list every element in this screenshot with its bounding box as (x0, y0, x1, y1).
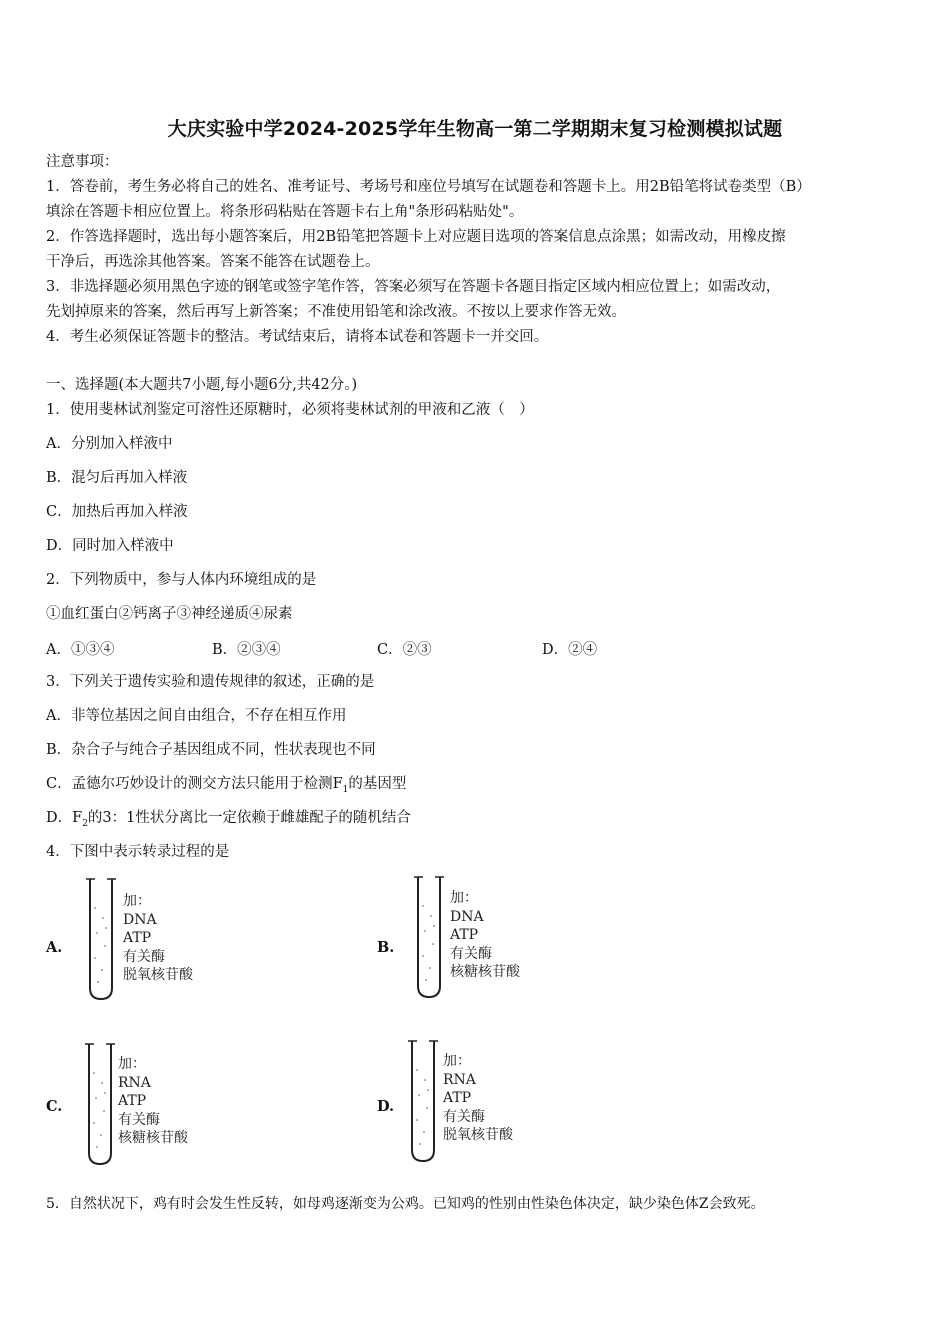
q2-option-c: C．②③ (377, 642, 432, 658)
q4-option-c-reagents: 加： RNA ATP 有关酶 核糖核苷酸 (118, 1056, 188, 1146)
notice-line-2: 填涂在答题卡相应位置上。将条形码粘贴在答题卡右上角"条形码粘贴处"。 (46, 204, 524, 220)
notice-line-5: 3．非选择题必须用黑色字迹的钢笔或签字笔作答，答案必须写在答题卡各题目指定区域内相应位置上；如需改动， (46, 279, 781, 295)
q2-option-b: B．②③④ (212, 642, 281, 658)
q1-option-d: D．同时加入样液中 (46, 538, 174, 554)
notice-line-6: 先划掉原来的答案，然后再写上新答案；不准使用铅笔和涂改液。不按以上要求作答无效。 (46, 304, 626, 320)
q4-option-b-reagents: 加： DNA ATP 有关酶 核糖核苷酸 (450, 890, 520, 980)
q4-option-c-test-tube (85, 1043, 115, 1167)
q4-option-a-label: A. (46, 939, 63, 956)
q4-option-b-test-tube (414, 876, 444, 1000)
q4-option-d-reagents: 加： RNA ATP 有关酶 脱氧核苷酸 (443, 1053, 513, 1143)
notice-line-3: 2．作答选择题时，选出每小题答案后，用2B铅笔把答题卡上对应题目选项的答案信息点涂黑；如需改动，用橡皮擦 (46, 229, 786, 245)
q4-option-b-label: B. (377, 939, 395, 956)
notice-line-4: 干净后，再选涂其他答案。答案不能答在试题卷上。 (46, 254, 380, 270)
q2-option-a: A．①③④ (46, 642, 115, 658)
q4-option-a-reagents: 加： DNA ATP 有关酶 脱氧核苷酸 (123, 893, 193, 983)
q3-stem: 3．下列关于遗传实验和遗传规律的叙述，正确的是 (46, 674, 375, 690)
q4-stem: 4．下图中表示转录过程的是 (46, 844, 230, 860)
q2-stem: 2．下列物质中，参与人体内环境组成的是 (46, 572, 317, 588)
q1-stem: 1．使用斐林试剂鉴定可溶性还原糖时，必须将斐林试剂的甲液和乙液（ ） (46, 402, 534, 418)
q4-option-d-label: D. (377, 1098, 395, 1115)
q2-items: ①血红蛋白②钙离子③神经递质④尿素 (46, 606, 293, 622)
q4-option-c-label: C. (46, 1098, 63, 1115)
notice-heading: 注意事项： (46, 154, 119, 170)
q4-option-a-test-tube (86, 878, 116, 1002)
notice-line-1: 1．答卷前，考生务必将自己的姓名、准考证号、考场号和座位号填写在试题卷和答题卡上。用2B铅笔将试卷类型（B） (46, 179, 811, 195)
q3-option-b: B．杂合子与纯合子基因组成不同，性状表现也不同 (46, 742, 376, 758)
q1-option-a: A．分别加入样液中 (46, 436, 173, 452)
q3-option-c: C．孟德尔巧妙设计的测交方法只能用于检测$F_1$的基因型 (46, 776, 407, 795)
q1-option-c: C．加热后再加入样液 (46, 504, 188, 520)
q3-option-d: D．$F_2$的3：1性状分离比一定依赖于雌雄配子的随机结合 (46, 810, 411, 829)
q2-option-d: D．②④ (542, 642, 598, 658)
q1-option-b: B．混匀后再加入样液 (46, 470, 188, 486)
q3-option-a: A．非等位基因之间自由组合，不存在相互作用 (46, 708, 347, 724)
q5-stem: 5．自然状况下，鸡有时会发生性反转，如母鸡逐渐变为公鸡。已知鸡的性别由性染色体决定，缺少染色体Z会致死。 (46, 1196, 765, 1212)
exam-title: 大庆实验中学2024-2025学年生物高一第二学期期末复习检测模拟试题 (167, 118, 783, 140)
section-heading: 一、选择题(本大题共7小题,每小题6分,共42分。) (46, 377, 358, 393)
q4-option-d-test-tube (408, 1040, 438, 1164)
notice-line-7: 4．考生必须保证答题卡的整洁。考试结束后，请将本试卷和答题卡一并交回。 (46, 329, 549, 345)
